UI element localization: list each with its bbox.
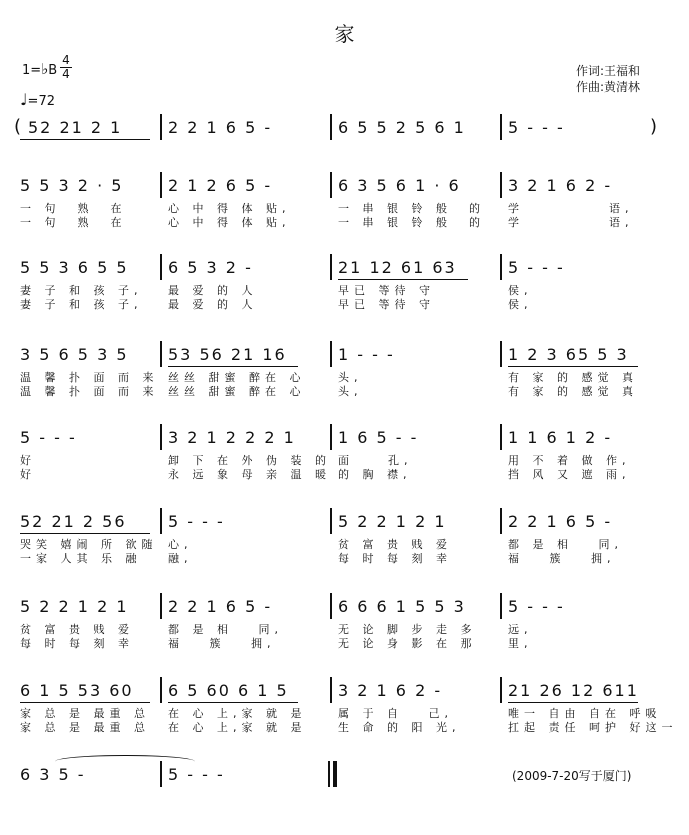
measure-notes: 21 26 12 611 bbox=[508, 681, 639, 700]
lyric-verse-2: 在 心 上,家 就 是 bbox=[168, 721, 307, 734]
beam-line bbox=[168, 702, 298, 703]
measure-notes: 6 3 5 - bbox=[20, 765, 86, 784]
measure-notes: 52 21 2 56 bbox=[20, 512, 127, 531]
lyric-verse-2: 头, bbox=[338, 385, 363, 398]
lyricist-credit: 作词:王福和 bbox=[576, 64, 641, 78]
lyric-verse-1: 都 是 相 同, bbox=[168, 623, 283, 636]
lyric-verse-2: 一 串 银 铃 般 的 bbox=[338, 216, 485, 229]
measure-notes: 53 56 21 16 bbox=[168, 345, 287, 364]
lyric-verse-1: 贫 富 贵 贱 爱 bbox=[338, 538, 452, 551]
lyric-verse-2: 妻 子 和 孩 子, bbox=[20, 298, 143, 311]
open-paren: ( bbox=[14, 116, 22, 137]
lyric-verse-2: 生 命 的 阳 光, bbox=[338, 721, 461, 734]
measure-notes: 5 - - - bbox=[20, 428, 77, 447]
lyric-verse-2: 侯, bbox=[508, 298, 533, 311]
bar-line bbox=[330, 172, 332, 198]
lyric-verse-2: 家 总 是 最重 总 bbox=[20, 721, 150, 734]
lyric-verse-2: 早已 等待 守 bbox=[338, 298, 435, 311]
measure-notes: 5 2 2 1 2 1 bbox=[338, 512, 447, 531]
bar-line bbox=[500, 593, 502, 619]
lyric-verse-2: 福 簇 拥, bbox=[168, 637, 276, 650]
key-name: B bbox=[48, 63, 58, 78]
key-prefix: 1= bbox=[22, 63, 42, 78]
beam-line bbox=[20, 533, 150, 534]
lyric-verse-2: 永 远 象 母 亲 温 暖 bbox=[168, 468, 331, 481]
flat-icon: ♭ bbox=[41, 60, 49, 78]
bar-line bbox=[330, 424, 332, 450]
measure-notes: 6 3 5 6 1 · 6 bbox=[338, 176, 461, 195]
bar-line bbox=[500, 114, 502, 140]
measure-notes: 5 - - - bbox=[168, 765, 225, 784]
measure-notes: 1 2 3 65 5 3 bbox=[508, 345, 629, 364]
lyric-verse-1: 头, bbox=[338, 371, 363, 384]
beam-line bbox=[168, 366, 298, 367]
lyric-verse-1: 面 孔, bbox=[338, 454, 413, 467]
bar-line bbox=[330, 677, 332, 703]
lyric-verse-1: 侯, bbox=[508, 284, 533, 297]
beam-line bbox=[508, 366, 638, 367]
lyric-verse-2: 温 馨 扑 面 而 来 bbox=[20, 385, 159, 398]
bar-line bbox=[160, 114, 162, 140]
score-row bbox=[0, 345, 689, 415]
lyric-verse-1: 唯一 自由 自在 呼吸 bbox=[508, 707, 662, 720]
measure-notes: 6 5 5 2 5 6 1 bbox=[338, 118, 466, 137]
measure-notes: 3 5 6 5 3 5 bbox=[20, 345, 129, 364]
bar-line bbox=[330, 254, 332, 280]
lyric-verse-1: 学 语, bbox=[508, 202, 634, 215]
bar-line bbox=[160, 593, 162, 619]
bar-line bbox=[330, 508, 332, 534]
lyric-verse-1: 心 中 得 体 贴, bbox=[168, 202, 291, 215]
measure-notes: 5 5 3 6 5 5 bbox=[20, 258, 129, 277]
measure-notes: 3 2 1 6 2 - bbox=[338, 681, 443, 700]
close-paren: ) bbox=[650, 116, 658, 137]
lyric-verse-1: 丝丝 甜蜜 醉在 心 bbox=[168, 371, 306, 384]
beam-line bbox=[508, 702, 638, 703]
bar-line bbox=[160, 508, 162, 534]
beam-line bbox=[338, 279, 468, 280]
quarter-note-icon: ♩ bbox=[20, 90, 28, 109]
lyric-verse-1: 好 bbox=[20, 454, 36, 467]
lyric-verse-2: 挡 风 又 遮 雨, bbox=[508, 468, 631, 481]
measure-notes: 2 2 1 6 5 - bbox=[508, 512, 613, 531]
final-bar-line bbox=[328, 761, 330, 787]
measure-notes: 6 5 3 2 - bbox=[168, 258, 253, 277]
lyric-verse-2: 心 中 得 体 贴, bbox=[168, 216, 291, 229]
lyric-verse-1: 无 论 脚 步 走 多 bbox=[338, 623, 477, 636]
lyric-verse-1: 家 总 是 最重 总 bbox=[20, 707, 150, 720]
lyric-verse-2: 一家 人其 乐 融 bbox=[20, 552, 142, 565]
composer-credit: 作曲:黄清林 bbox=[576, 80, 641, 94]
time-signature-top: 4 bbox=[60, 54, 72, 68]
bar-line bbox=[500, 172, 502, 198]
bar-line bbox=[500, 424, 502, 450]
lyric-verse-1: 早已 等待 守 bbox=[338, 284, 435, 297]
measure-notes: 1 1 6 1 2 - bbox=[508, 428, 613, 447]
measure-notes: 1 6 5 - - bbox=[338, 428, 419, 447]
measure-notes: 5 2 2 1 2 1 bbox=[20, 597, 129, 616]
bar-line bbox=[160, 254, 162, 280]
final-bar-line-thick bbox=[333, 761, 337, 787]
measure-notes: 6 1 5 53 60 bbox=[20, 681, 134, 700]
score-row bbox=[0, 428, 689, 498]
bar-line bbox=[160, 424, 162, 450]
lyric-verse-2: 每 时 每 刻 幸 bbox=[20, 637, 134, 650]
measure-notes: 2 2 1 6 5 - bbox=[168, 118, 273, 137]
beam-line bbox=[20, 139, 150, 140]
time-signature-bottom: 4 bbox=[62, 67, 70, 81]
measure-notes: 2 2 1 6 5 - bbox=[168, 597, 273, 616]
lyric-verse-2: 好 bbox=[20, 468, 36, 481]
measure-notes: 1 - - - bbox=[338, 345, 395, 364]
lyric-verse-2: 一 句 熟 在 bbox=[20, 216, 127, 229]
measure-notes: 5 - - - bbox=[508, 118, 565, 137]
lyric-verse-1: 心, bbox=[168, 538, 193, 551]
score-row bbox=[0, 681, 689, 751]
bar-line bbox=[160, 677, 162, 703]
tempo-value: =72 bbox=[27, 94, 55, 109]
measure-notes: 21 12 61 63 bbox=[338, 258, 457, 277]
lyric-verse-1: 妻 子 和 孩 子, bbox=[20, 284, 143, 297]
lyric-verse-2: 有 家 的 感觉 真 bbox=[508, 385, 638, 398]
score-row bbox=[0, 258, 689, 328]
measure-notes: 3 2 1 2 2 2 1 bbox=[168, 428, 296, 447]
lyric-verse-1: 哭笑 嬉闹 所 欲随 bbox=[20, 538, 158, 551]
lyric-verse-1: 温 馨 扑 面 而 来 bbox=[20, 371, 159, 384]
lyric-verse-1: 卸 下 在 外 伪 装 的 bbox=[168, 454, 331, 467]
measure-notes: 3 2 1 6 2 - bbox=[508, 176, 613, 195]
bar-line bbox=[500, 254, 502, 280]
song-title: 家 bbox=[334, 22, 355, 46]
slur-arc bbox=[55, 755, 195, 768]
lyric-verse-2: 学 语, bbox=[508, 216, 634, 229]
measure-notes: 5 - - - bbox=[508, 597, 565, 616]
lyric-verse-2: 每 时 每 刻 幸 bbox=[338, 552, 452, 565]
lyric-verse-1: 一 串 银 铃 般 的 bbox=[338, 202, 485, 215]
lyric-verse-1: 远, bbox=[508, 623, 533, 636]
measure-notes: 6 5 60 6 1 5 bbox=[168, 681, 289, 700]
measure-notes: 5 - - - bbox=[168, 512, 225, 531]
bar-line bbox=[500, 677, 502, 703]
beam-line bbox=[20, 702, 150, 703]
lyric-verse-1: 都 是 相 同, bbox=[508, 538, 623, 551]
lyric-verse-1: 贫 富 贵 贱 爱 bbox=[20, 623, 134, 636]
lyric-verse-1: 在 心 上,家 就 是 bbox=[168, 707, 307, 720]
measure-notes: 5 5 3 2 · 5 bbox=[20, 176, 124, 195]
score-row bbox=[0, 512, 689, 582]
footer-note: (2009-7-20写于厦门) bbox=[512, 769, 632, 783]
lyric-verse-2: 扛起 责任 呵护 好这一 bbox=[508, 721, 678, 734]
lyric-verse-1: 属 于 自 己, bbox=[338, 707, 453, 720]
measure-notes: 6 6 6 1 5 5 3 bbox=[338, 597, 466, 616]
tempo-marking bbox=[20, 90, 55, 109]
measure-notes: 2 1 2 6 5 - bbox=[168, 176, 273, 195]
lyric-verse-1: 用 不 着 做 作, bbox=[508, 454, 631, 467]
bar-line bbox=[330, 114, 332, 140]
measure-notes: 52 21 2 1 bbox=[28, 118, 123, 137]
bar-line bbox=[160, 172, 162, 198]
score-row bbox=[0, 176, 689, 246]
lyric-verse-2: 的 胸 襟, bbox=[338, 468, 412, 481]
bar-line bbox=[500, 341, 502, 367]
lyric-verse-1: 最 爱 的 人 bbox=[168, 284, 258, 297]
bar-line bbox=[330, 341, 332, 367]
score-row bbox=[0, 597, 689, 667]
key-signature bbox=[22, 60, 57, 78]
lyric-verse-2: 里, bbox=[508, 637, 533, 650]
lyric-verse-1: 有 家 的 感觉 真 bbox=[508, 371, 638, 384]
measure-notes: 5 - - - bbox=[508, 258, 565, 277]
bar-line bbox=[500, 508, 502, 534]
time-signature bbox=[60, 54, 72, 81]
lyric-verse-2: 融, bbox=[168, 552, 193, 565]
lyric-verse-2: 最 爱 的 人 bbox=[168, 298, 258, 311]
bar-line bbox=[330, 593, 332, 619]
lyric-verse-2: 无 论 身 影 在 那 bbox=[338, 637, 477, 650]
bar-line bbox=[160, 341, 162, 367]
lyric-verse-1: 一 句 熟 在 bbox=[20, 202, 127, 215]
lyric-verse-2: 福 簇 拥, bbox=[508, 552, 616, 565]
lyric-verse-2: 丝丝 甜蜜 醉在 心 bbox=[168, 385, 306, 398]
